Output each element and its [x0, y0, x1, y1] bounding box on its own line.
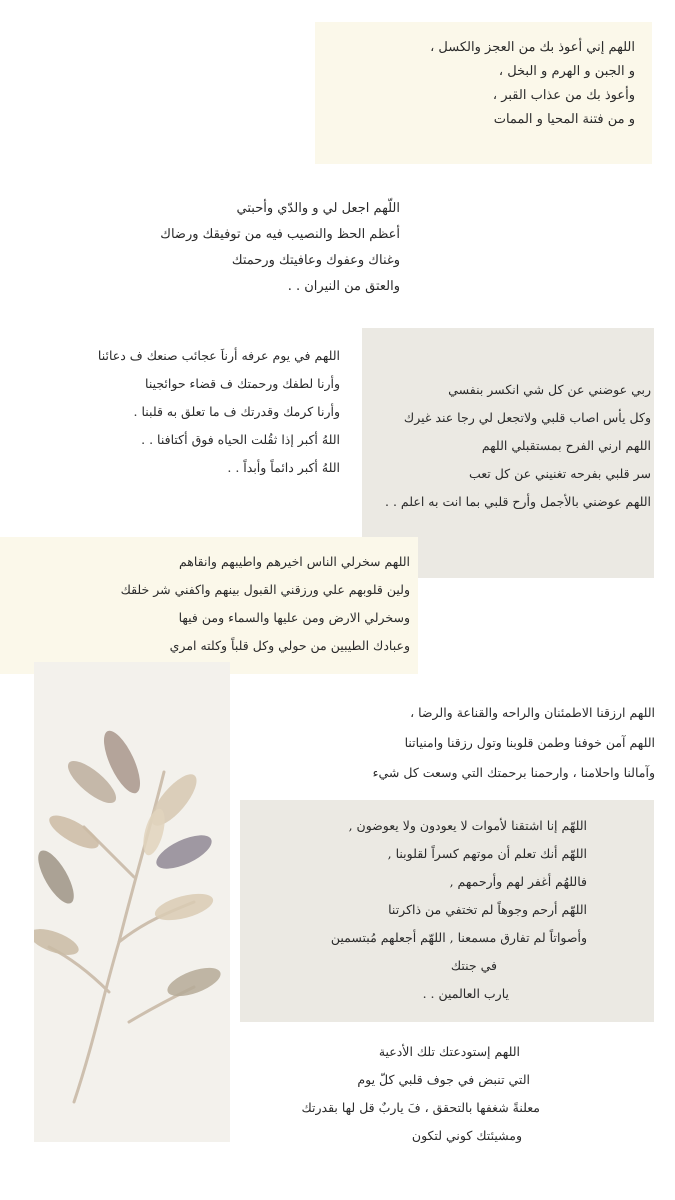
leaf [34, 846, 81, 909]
dua-line: اللهم إستودعتك تلك الأدعية [378, 1044, 520, 1059]
dua-line: ربي عوضني عن كل شي انكسر بنفسي [448, 382, 651, 397]
dua-block-1 [430, 36, 635, 132]
dua-line: اللهم آمن خوفنا وطمن قلوبنا وتول رزقنا وامنياتنا [404, 735, 655, 750]
dua-line: و الجبن و الهرم و البخل ، [498, 64, 635, 79]
dua-line: و من فتنة المحيا و الممات [493, 112, 635, 127]
leaf-branch-illustration [34, 662, 230, 1142]
dua-block-8 [301, 1038, 540, 1150]
dua-line: وعبادك الطيبين من حولي وكل قلباً وكلته امري [169, 638, 410, 653]
leaf [45, 809, 103, 854]
leaf [164, 962, 224, 1002]
dua-block-2 [160, 196, 400, 300]
dua-block-4 [385, 376, 651, 516]
dua-line: وأعوذ بك من عذاب القبر ، [492, 88, 635, 103]
dua-line: في جنتك [450, 958, 497, 973]
dua-line: فاللهُم أغفر لهم وأرحمهم , [449, 874, 587, 889]
dua-line: والعتق من النيران . . [287, 279, 400, 294]
leaf [34, 924, 82, 961]
dua-line: وآمالنا واحلامنا ، وارحمنا برحمتك التي وسعت كل شيء [372, 765, 655, 780]
dua-line: اللهم ارزقنا الاطمئنان والراحه والقناعة والرضا ، [410, 705, 655, 720]
dua-line: اللهم ارني الفرح بمستقبلي اللهم [481, 438, 651, 453]
dua-line: التي تنبض في جوف قلبي كلّ يوم [357, 1072, 530, 1087]
dua-line: اللهم عوضني بالأجمل وأرح قلبي بما انت به اعلم . . [385, 494, 651, 509]
dua-line: اللهم سخرلي الناس اخيرهم واطيبهم وانقاهم [178, 554, 410, 569]
dua-block-7 [331, 812, 587, 1008]
dua-block-3 [98, 342, 340, 482]
dua-line: اللهم إني أعوذ بك من العجز والكسل ، [430, 40, 635, 55]
dua-line: اللهّم إنا اشتقنا لأموات لا يعودون ولا يعوضون , [348, 818, 587, 833]
dua-line: اللهُ أكبر إذا ثقُلت الحياه فوق أكتافنا . . [141, 432, 340, 447]
dua-line: سر قلبي بفرحه تغنيني عن كل تعب [468, 466, 651, 481]
dua-line: اللهُ أكبر دائماً وأبداً . . [227, 460, 340, 475]
dua-line: معلنةً شغفها بالتحقق ، فَ ياربٌ قل لها بقدرتك [301, 1100, 540, 1115]
dua-line: أعظم الحظ والنصيب فيه من توفيقك ورضاك [160, 227, 400, 242]
dua-line: وأصواتاً لم تفارق مسمعنا , اللهّم أجعلهم مُبتسمين [330, 930, 587, 945]
dua-block-5 [121, 548, 410, 660]
dua-line: ومشيئتك كوني لتكون [411, 1128, 522, 1143]
dua-line: ولين قلوبهم علي ورزقني القبول بينهم واكفني شر خلقك [120, 582, 410, 597]
dua-line: اللهّم أنك تعلم أن موتهم كسراً لقلوبنا , [387, 846, 587, 861]
dua-line: وأرنا لطفك ورحمتك ف قضاء حوائجينا [145, 376, 340, 391]
dua-line: وغناك وعفوك وعافيتك ورحمتك [231, 253, 400, 268]
dua-line: وكل يأس اصاب قلبي ولاتجعل لي رجا عند غيرك [403, 410, 651, 425]
dua-line: اللّهم اجعل لي و والدّي وأحبتي [236, 201, 400, 216]
dua-line: وسخرلي الارض ومن عليها والسماء ومن فيها [178, 610, 410, 625]
branch-side-2 [49, 947, 109, 992]
dua-line: يارب العالمين . . [422, 986, 509, 1001]
dua-line: اللهم في يوم عرفه أرناَ عجائب صنعك ف دعائنا [97, 348, 340, 363]
dua-block-6 [373, 698, 655, 788]
dua-line: اللهّم أرحم وجوهاً لم تختفي من ذاكرتنا [388, 902, 587, 917]
leaf [152, 889, 216, 926]
dua-line: وأرنا كرمك وقدرتك ف ما تعلق به قلبنا . [133, 404, 340, 419]
